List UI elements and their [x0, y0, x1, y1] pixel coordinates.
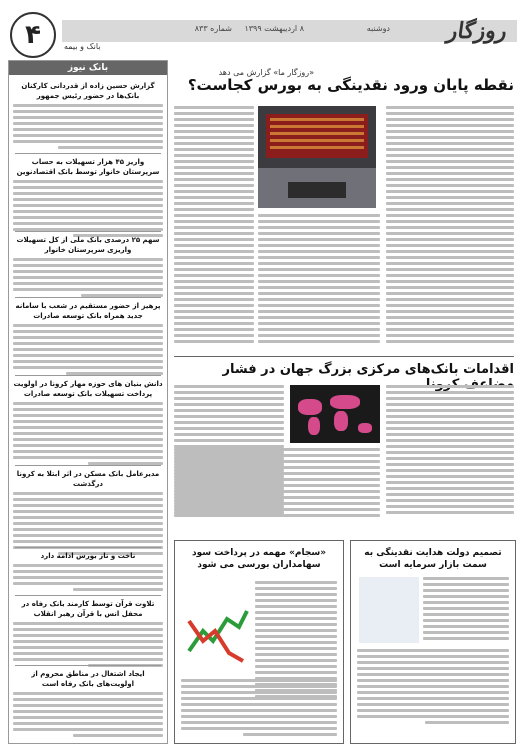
sidebar-article	[13, 301, 163, 378]
divider	[15, 595, 161, 596]
sidebar-article	[13, 157, 163, 240]
news-box	[174, 540, 344, 744]
box-headline: «سجام» مهمه در پرداخت سود سهامداران بورسی می شود	[191, 548, 327, 570]
issue-number: شماره ۸۳۳	[194, 24, 232, 33]
sidebar-article	[13, 469, 163, 558]
article-column	[386, 385, 514, 517]
sidebar-article	[13, 81, 163, 152]
middle-headline: اقدامات بانک‌های مرکزی بزرگ جهان در فشار	[222, 362, 514, 377]
main-kicker: «روزگار ما» گزارش می دهد	[218, 68, 314, 77]
divider	[15, 547, 161, 548]
article-column	[386, 106, 514, 346]
page-number-badge: ۴	[10, 12, 56, 58]
article-body	[13, 692, 163, 737]
sidebar-article-title: واریز ۴۵ هزار تسهیلات به حساب سرپرستان خانوار توسط بانک اقتصادنوین	[16, 158, 160, 176]
main-headline: نقطه پایان ورود نقدینگی به بورس کجاست؟	[187, 76, 514, 94]
stock-exchange-photo	[258, 106, 376, 208]
sidebar-article-title: ایجاد اشتغال در مناطق محروم از اولویت‌های بانک رفاه است	[31, 670, 145, 688]
article-column	[258, 214, 380, 346]
article-body	[13, 622, 163, 667]
divider	[15, 297, 161, 298]
sidebar-heading: بانک نیوز	[9, 61, 167, 75]
article-column	[357, 649, 509, 727]
issue-date: ۸ اردیبهشت ۱۳۹۹	[244, 24, 304, 33]
news-box	[350, 540, 516, 744]
sidebar-article-title: ناخت و تاز بورس ادامه دارد	[40, 552, 136, 560]
sidebar-article-title: سهم ۲۵ درصدی بانک ملی از کل تسهیلات واریزی سرپرستان خانوار	[16, 236, 160, 254]
stock-arrow-image	[183, 601, 253, 671]
sidebar-article	[13, 235, 163, 300]
divider	[15, 465, 161, 466]
sidebar-article-title: دانش بنیان های حوزه مهار کرونا در اولویت پرداخت تسهیلات بانک توسعه صادرات	[13, 380, 163, 398]
article-body	[13, 402, 163, 465]
section-label: بانک و بیمه	[64, 42, 101, 51]
article-body	[13, 564, 163, 591]
sidebar-article-title: مدیرعامل بانک مسکن در اثر ابتلا به کرونا درگذشت	[16, 470, 160, 488]
article-column	[423, 577, 509, 643]
sidebar-article	[13, 551, 163, 594]
newspaper-logo: روزگار	[445, 18, 509, 44]
divider	[15, 375, 161, 376]
article-column	[174, 106, 254, 346]
article-column	[174, 448, 380, 520]
sidebar-article	[13, 379, 163, 468]
article-body	[13, 258, 163, 297]
banknotes-image	[359, 577, 419, 643]
box-headline: تصمیم دولت هدایت نقدینگی به سمت بازار سرمایه است	[364, 548, 502, 570]
article-body	[13, 104, 163, 149]
divider	[15, 231, 161, 232]
world-map-image	[290, 385, 380, 443]
issue-day: دوشنبه	[366, 24, 390, 33]
sidebar-article-title: تلاوت قرآن توسط کارمند بانک رفاه در محفل انس با قرآن رهبر انقلاب	[21, 600, 155, 618]
article-column	[181, 679, 337, 739]
sidebar-article-title: پرهیز از حضور مستقیم در شعب با سامانه جدید همراه بانک توسعه صادرات	[15, 302, 161, 320]
sidebar-article	[13, 669, 163, 740]
ticker-board	[266, 114, 368, 158]
divider	[174, 356, 514, 357]
divider	[15, 153, 161, 154]
divider	[15, 665, 161, 666]
sidebar-article-title: گزارش حسین زاده از قدردانی کارکنان بانک‌ها در حضور رئیس جمهور	[21, 82, 155, 100]
sidebar-article	[13, 599, 163, 670]
news-sidebar	[8, 60, 168, 744]
article-body	[13, 324, 163, 375]
article-body	[13, 180, 163, 237]
article-body	[13, 492, 163, 555]
